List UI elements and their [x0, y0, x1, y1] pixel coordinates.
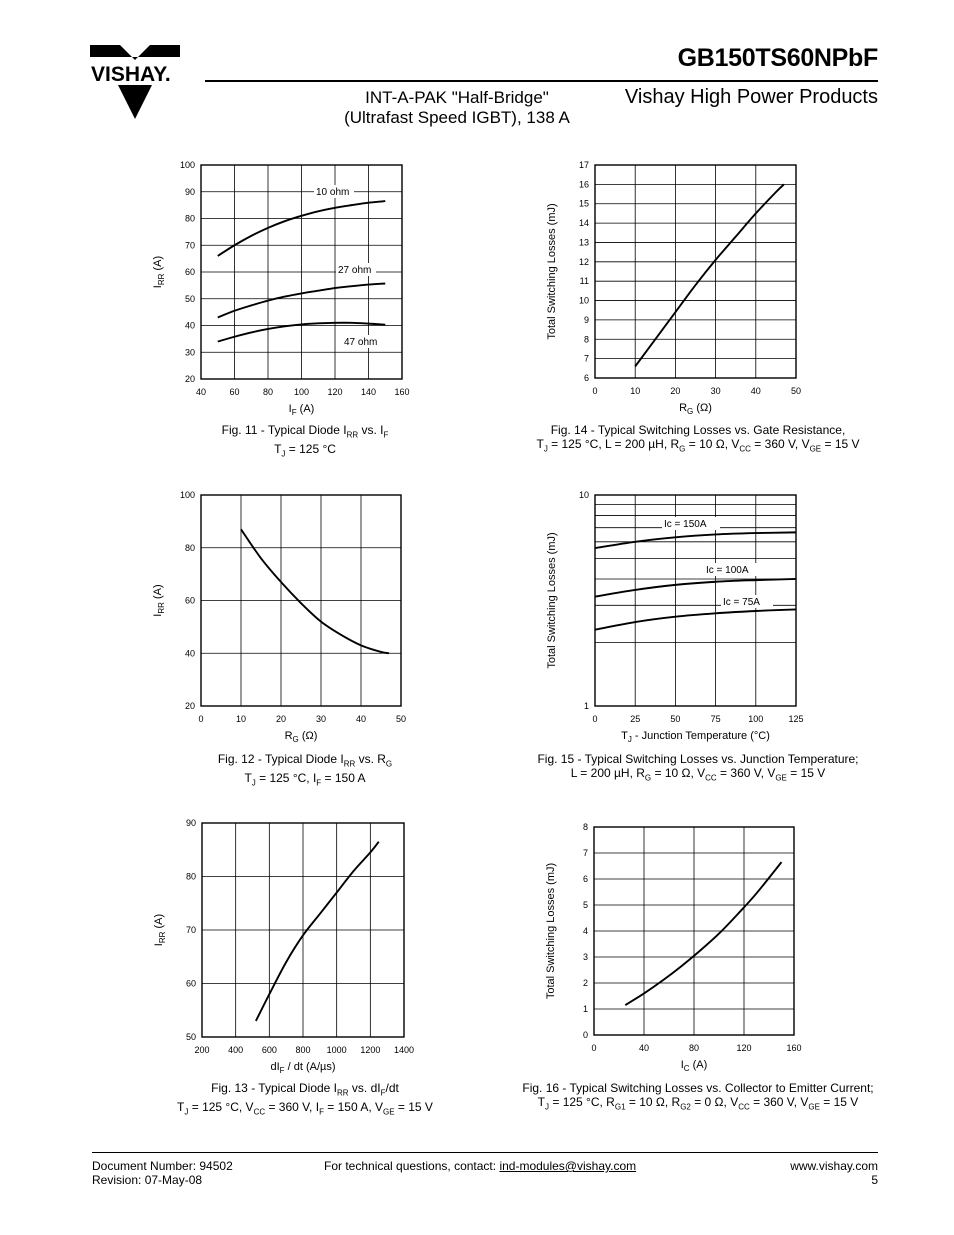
revision: Revision: 07-May-08 — [92, 1173, 203, 1187]
x-tick-label: 0 — [591, 1043, 597, 1053]
x-tick-label: 40 — [355, 714, 367, 724]
fig12-caption-line1: Fig. 12 - Typical Diode $I_{RR}$ vs. $R_G$ — [217, 752, 393, 769]
x-tick-label: 40 — [195, 387, 207, 397]
x-tick-label: 30 — [315, 714, 327, 724]
fig13-chart — [153, 818, 414, 1075]
fig15-series-label-1: Ic = 150A — [664, 519, 707, 530]
website-link[interactable]: www.vishay.com — [790, 1159, 878, 1173]
y-tick-label: 50 — [185, 1032, 196, 1042]
y-tick-label: 60 — [184, 595, 195, 606]
fig15-series-line-2 — [595, 579, 796, 597]
y-tick-label: 80 — [185, 871, 196, 882]
x-tick-label: 50 — [670, 714, 681, 724]
subtitle-line-2: (Ultrafast Speed IGBT), 138 A — [344, 108, 570, 127]
fig13-grid — [202, 823, 404, 1037]
y-tick-label: 7 — [582, 848, 588, 858]
x-tick-label: 100 — [748, 714, 764, 724]
fig16-y-axis-label: Total Switching Losses (mJ) — [545, 862, 557, 1000]
y-tick-label: 9 — [583, 314, 589, 325]
y-tick-label: 10 — [578, 295, 589, 306]
y-tick-label: 20 — [184, 374, 195, 384]
y-tick-label: 70 — [184, 240, 195, 251]
y-tick-label: 40 — [184, 648, 195, 659]
fig15-caption — [498, 752, 898, 785]
footer-site-info — [790, 1159, 878, 1187]
x-tick-label: 200 — [194, 1045, 210, 1055]
x-tick-label: 20 — [670, 386, 681, 396]
y-tick-label: 17 — [578, 160, 589, 170]
y-tick-label: 7 — [583, 353, 589, 364]
fig15-chart — [546, 490, 804, 744]
fig14-plot-frame — [595, 165, 796, 378]
fig12-caption-line2: $T_J = 125$ °C, $I_F = 150$ A — [244, 771, 366, 788]
y-tick-label: 8 — [582, 822, 588, 832]
y-tick-label: 3 — [582, 952, 588, 962]
x-tick-label: 80 — [688, 1043, 700, 1053]
fig15-series-label-3: Ic = 75A — [723, 597, 760, 608]
document-number: Document Number: 94502 — [92, 1159, 233, 1173]
fig15-series-line-3 — [595, 609, 796, 629]
y-tick-label: 50 — [184, 293, 195, 304]
y-tick-label: 80 — [184, 542, 195, 553]
fig16-chart — [545, 822, 802, 1073]
x-tick-label: 40 — [638, 1043, 650, 1053]
fig16-x-axis-label: $I_C$ (A) — [680, 1059, 708, 1073]
fig13-series-line-1 — [256, 842, 379, 1021]
x-tick-label: 120 — [736, 1043, 752, 1053]
y-tick-label: 16 — [578, 179, 589, 190]
fig11-series-label-3: 47 ohm — [344, 337, 378, 348]
fig12-y-axis-label: $I_{RR}$ (A) — [152, 584, 166, 617]
y-tick-label: 6 — [582, 874, 588, 884]
fig12-caption — [125, 752, 485, 791]
footer-rule — [92, 1152, 878, 1153]
part-number: GB150TS60NPbF — [677, 44, 878, 72]
y-tick-label: 40 — [184, 320, 195, 331]
fig14-caption-line2: $T_J = 125$ °C, L = 200 µH, $R_G = 10$ Ω, $V_{CC} = 360$ V, $V_{GE} = 15$ V — [536, 437, 860, 454]
y-tick-label: 10 — [578, 490, 589, 500]
fig16-caption-line2: $T_J = 125$ °C, $R_{G1} = 10$ Ω, $R_{G2} = 0$ Ω, $V_{CC} = 360$ V, $V_{GE} = 15$ V — [537, 1095, 859, 1112]
y-tick-label: 14 — [578, 218, 589, 229]
y-tick-label: 12 — [578, 256, 589, 267]
fig14-caption — [498, 423, 898, 456]
fig16-caption — [488, 1081, 908, 1114]
y-tick-label: 100 — [179, 160, 195, 170]
x-tick-label: 10 — [630, 386, 641, 396]
x-tick-label: 0 — [592, 386, 598, 396]
x-tick-label: 30 — [710, 386, 721, 396]
fig13-x-axis-label: $dI_F$ / dt (A/µs) — [270, 1061, 336, 1075]
x-tick-label: 125 — [788, 714, 804, 724]
fig14-grid — [595, 165, 796, 378]
contact-email-link[interactable]: ind-modules@vishay.com — [499, 1159, 637, 1173]
y-tick-label: 100 — [179, 490, 195, 500]
fig14-chart — [546, 160, 801, 416]
x-tick-label: 0 — [592, 714, 598, 724]
y-tick-label: 2 — [582, 978, 588, 988]
fig15-series-line-1 — [595, 532, 796, 548]
y-tick-label: 20 — [184, 701, 195, 711]
fig13-caption — [125, 1081, 485, 1120]
y-tick-label: 13 — [578, 237, 589, 248]
y-tick-label: 60 — [185, 978, 196, 989]
x-tick-label: 400 — [228, 1045, 244, 1055]
fig11-y-axis-label: $I_{RR}$ (A) — [152, 255, 166, 289]
x-tick-label: 160 — [394, 387, 410, 397]
y-tick-label: 80 — [184, 213, 195, 224]
y-tick-label: 30 — [184, 347, 195, 358]
fig11-series-label-1: 10 ohm — [316, 187, 350, 198]
y-tick-label: 8 — [583, 334, 589, 345]
y-tick-label: 0 — [582, 1030, 588, 1040]
page-number: 5 — [871, 1173, 878, 1187]
x-tick-label: 1000 — [326, 1045, 347, 1055]
x-tick-label: 40 — [750, 386, 761, 396]
y-tick-label: 4 — [582, 926, 588, 936]
fig15-y-axis-label: Total Switching Losses (mJ) — [546, 532, 558, 669]
y-tick-label: 60 — [184, 267, 195, 277]
fig16-grid — [594, 827, 794, 1035]
fig13-caption-line1: Fig. 13 - Typical Diode $I_{RR}$ vs. $dI_F/dt$ — [211, 1081, 399, 1098]
y-tick-label: 11 — [579, 276, 589, 287]
y-tick-label: 5 — [582, 900, 588, 910]
x-tick-label: 50 — [395, 714, 407, 724]
fig15-caption-line2: L = 200 µH, $R_G = 10$ Ω, $V_{CC} = 360$ V, $V_{GE} = 15$ V — [570, 766, 826, 783]
x-tick-label: 20 — [275, 714, 287, 724]
footer-document-info — [92, 1159, 233, 1187]
y-tick-label: 15 — [578, 198, 589, 209]
fig15-x-axis-label: $T_J$ - Junction Temperature (°C) — [621, 730, 770, 744]
contact-prefix: For technical questions, contact: — [324, 1159, 500, 1173]
fig14-caption-line1: Fig. 14 - Typical Switching Losses vs. Gate Resistance, — [550, 423, 846, 437]
fig11-chart — [152, 160, 410, 417]
fig11-caption — [125, 423, 485, 462]
y-tick-label: 90 — [184, 186, 195, 197]
logo-text: VISHAY. — [91, 63, 171, 86]
fig11-caption-line1: Fig. 11 - Typical Diode $I_{RR}$ vs. $I_F$ — [221, 423, 389, 440]
x-tick-label: 75 — [710, 714, 721, 724]
x-tick-label: 120 — [327, 387, 343, 397]
x-tick-label: 80 — [262, 387, 274, 397]
fig13-y-axis-label: $I_{RR}$ (A) — [153, 913, 167, 947]
y-tick-label: 70 — [185, 925, 196, 935]
fig13-caption-line2: $T_J = 125$ °C, $V_{CC} = 360$ V, $I_F = 150$ A, $V_{GE} = 15$ V — [177, 1100, 433, 1117]
x-tick-label: 0 — [198, 714, 204, 724]
footer-contact — [324, 1159, 636, 1173]
division-name: Vishay High Power Products — [624, 86, 878, 108]
x-tick-label: 60 — [229, 387, 240, 397]
x-tick-label: 50 — [790, 386, 802, 396]
x-tick-label: 1400 — [393, 1045, 415, 1055]
x-tick-label: 10 — [235, 714, 247, 724]
x-tick-label: 25 — [630, 714, 641, 724]
fig15-caption-line1: Fig. 15 - Typical Switching Losses vs. Junction Temperature; — [537, 752, 859, 766]
fig12-grid — [201, 495, 401, 706]
x-tick-label: 800 — [295, 1045, 311, 1055]
fig11-series-label-2: 27 ohm — [338, 265, 372, 276]
fig12-chart — [152, 490, 406, 744]
x-tick-label: 140 — [360, 387, 377, 397]
fig14-y-axis-label: Total Switching Losses (mJ) — [546, 203, 558, 340]
fig12-x-axis-label: $R_G$ (Ω) — [284, 730, 318, 744]
fig11-x-axis-label: $I_F$ (A) — [288, 403, 315, 417]
subtitle-line-1: INT-A-PAK "Half-Bridge" — [365, 88, 549, 107]
fig15-series-label-2: Ic = 100A — [706, 565, 749, 576]
x-tick-label: 1200 — [360, 1045, 381, 1055]
fig16-series-line-1 — [625, 862, 781, 1005]
x-tick-label: 160 — [786, 1043, 802, 1053]
fig11-caption-line2: $T_J = 125$ °C — [274, 442, 336, 459]
fig14-x-axis-label: $R_G$ (Ω) — [679, 402, 712, 416]
x-tick-label: 600 — [261, 1045, 277, 1055]
x-tick-label: 100 — [293, 387, 310, 397]
y-tick-label: 1 — [583, 701, 589, 711]
y-tick-label: 90 — [185, 818, 196, 828]
y-tick-label: 6 — [583, 373, 589, 383]
y-tick-label: 1 — [582, 1004, 588, 1014]
fig16-caption-line1: Fig. 16 - Typical Switching Losses vs. Collector to Emitter Current; — [522, 1081, 874, 1095]
